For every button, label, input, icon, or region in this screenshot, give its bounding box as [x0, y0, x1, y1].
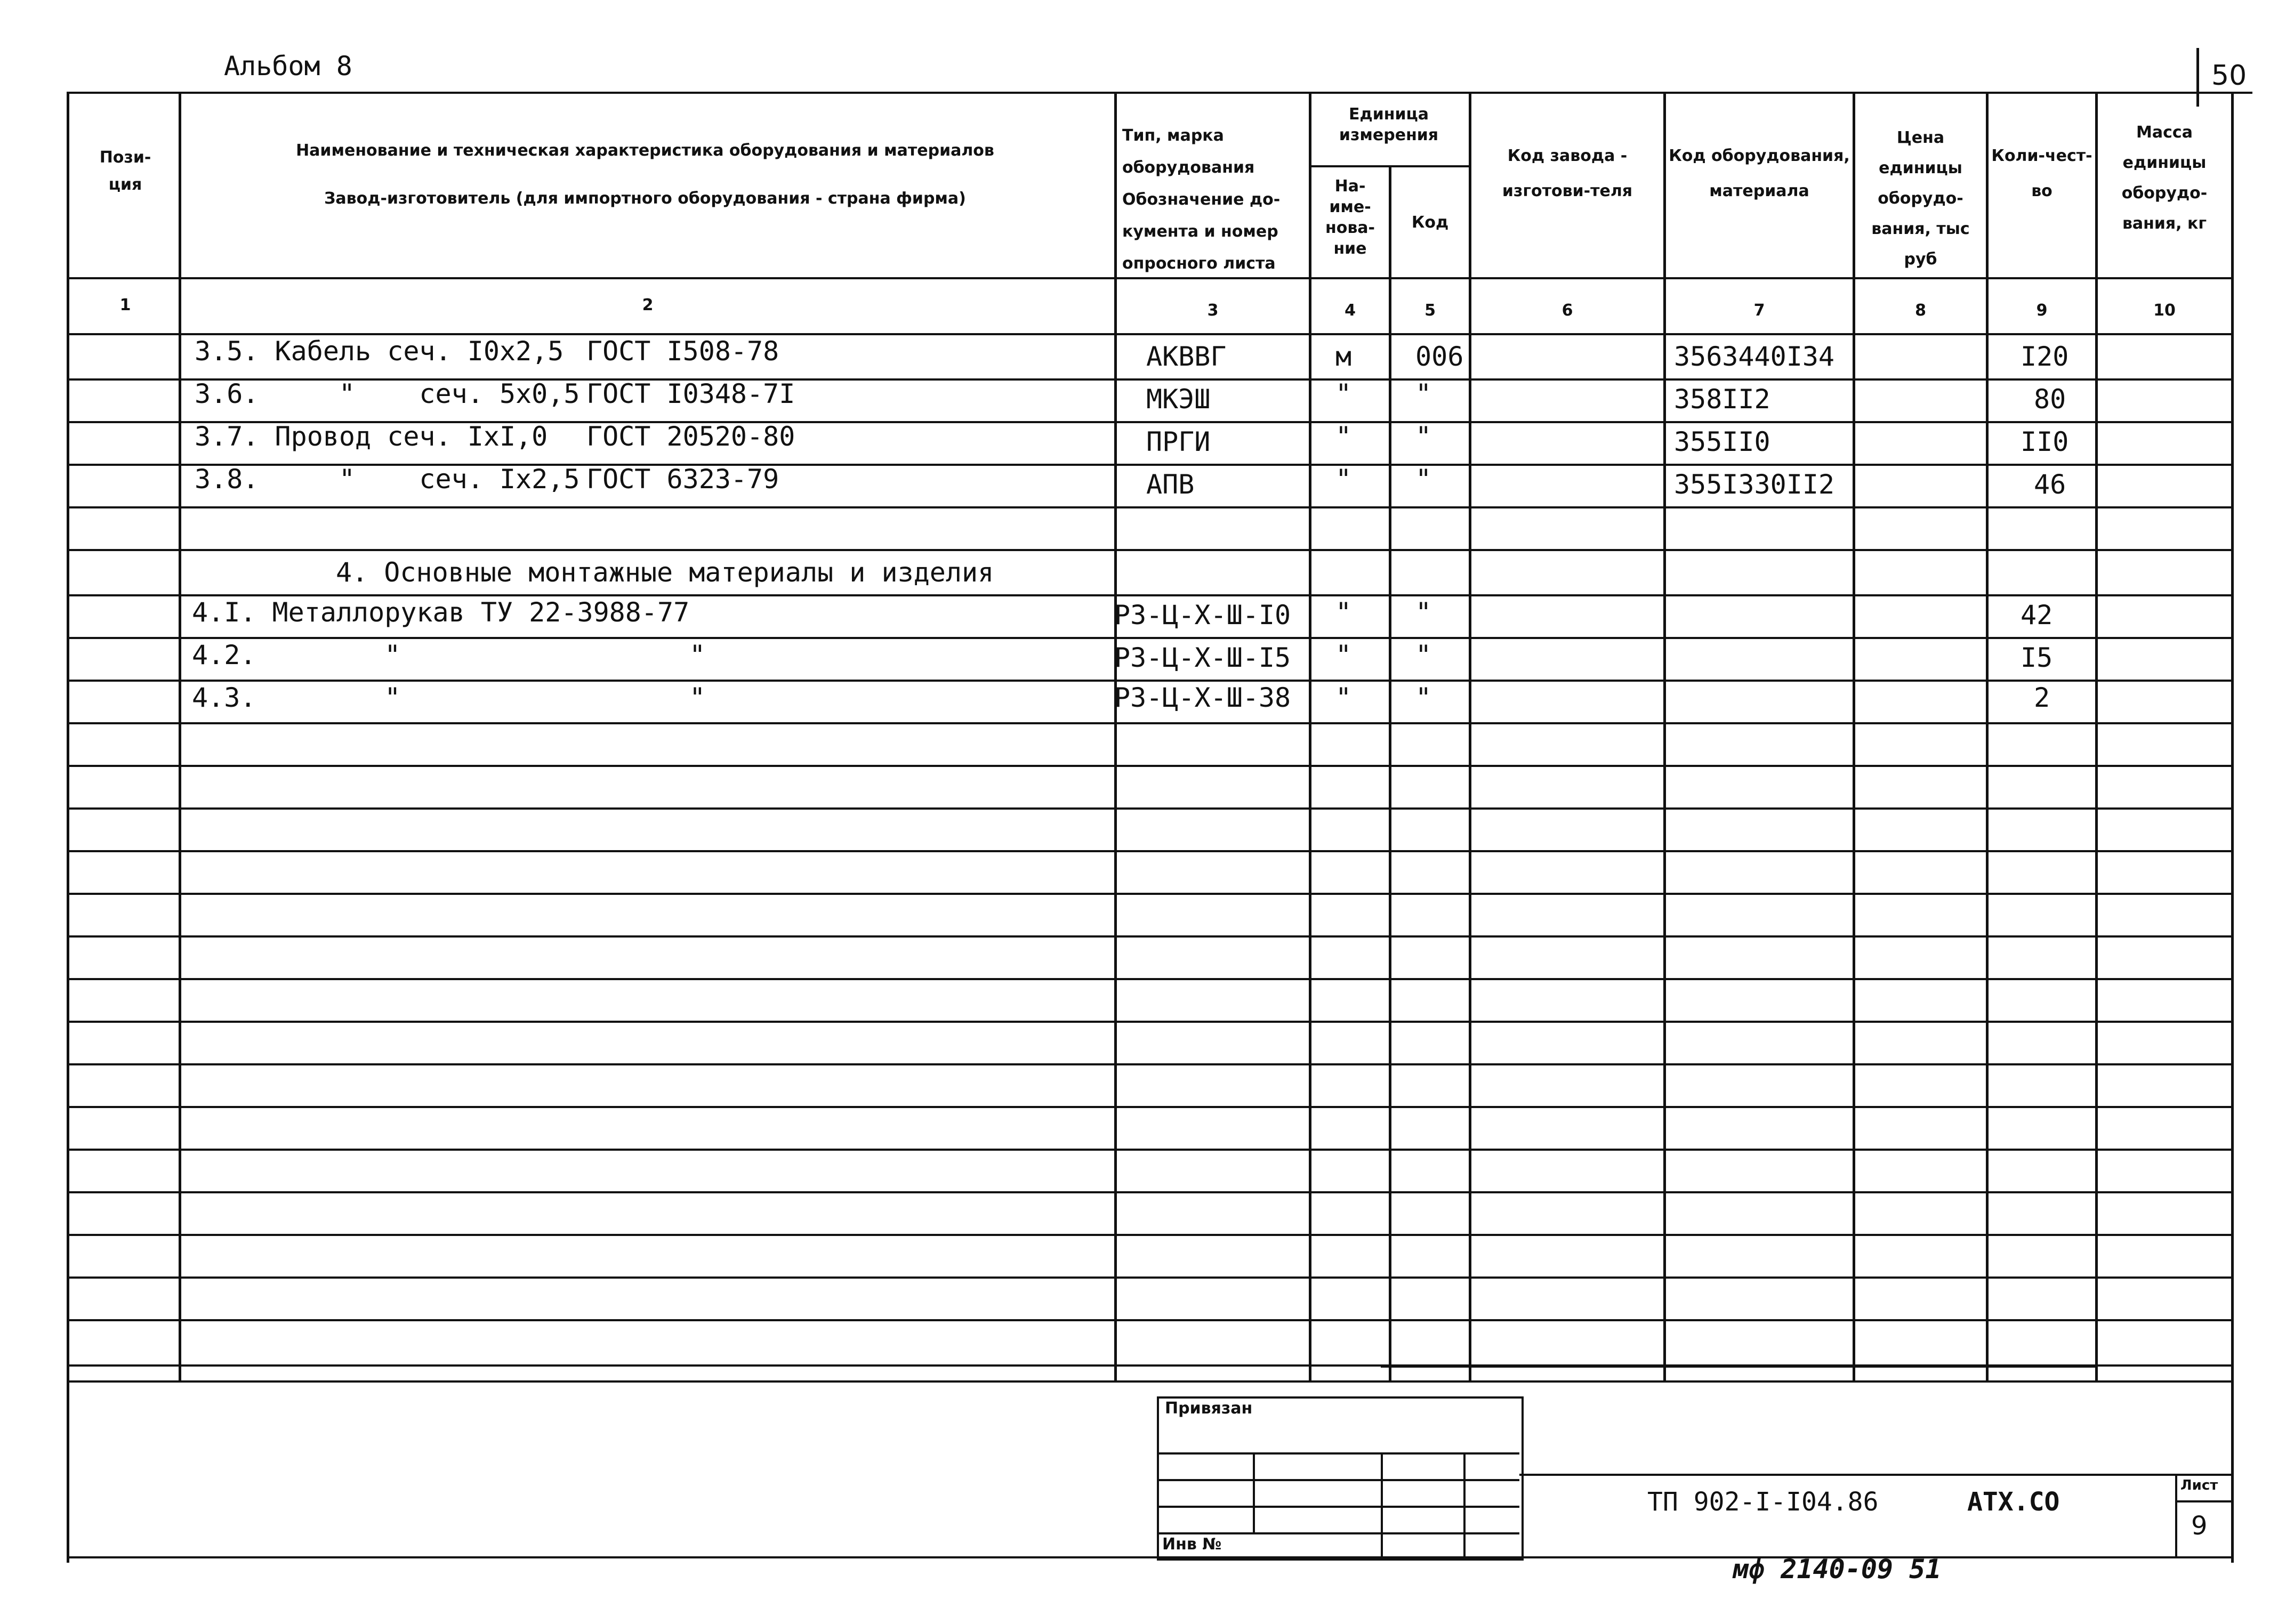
row-3-8-unit: ": [1335, 464, 1352, 495]
page-number: 50: [2211, 60, 2247, 92]
row-3-5-std: ГОСТ I508-78: [586, 336, 779, 367]
frame-left: [67, 92, 69, 1563]
row-3-8-qty: 46: [2034, 469, 2066, 500]
colnum-8: 8: [1915, 301, 1926, 320]
section-4-title: 4. Основные монтажные материалы и изделия: [336, 557, 994, 588]
row-3-6-qty: 80: [2034, 384, 2066, 415]
stamp-privyazan: Привязан: [1165, 1399, 1253, 1418]
row-3-5-name: 3.5. Кабель сеч. I0x2,5: [195, 336, 564, 367]
colnum-10: 10: [2153, 301, 2176, 320]
row-3-7-mat: 355II0: [1674, 426, 1770, 457]
row-3-5-qty: I20: [2021, 341, 2069, 372]
table-bottom: [67, 1380, 2231, 1383]
colnum-5: 5: [1424, 301, 1436, 320]
row-3-6-name: 3.6. " сеч. 5x0,5: [195, 378, 580, 409]
frame-top: [67, 92, 2252, 94]
row-4-1-type: РЗ-Ц-Х-Ш-I0: [1114, 600, 1291, 631]
colnum-2: 2: [642, 296, 654, 314]
header-name-line2: Завод-изготовитель (для импортного оборудования - страна фирма): [324, 189, 966, 208]
row-4-3-unit: ": [1335, 682, 1352, 713]
header-plant-code: Код завода - изготови-теля: [1502, 147, 1633, 200]
row-3-8-code: ": [1415, 464, 1432, 495]
row-4-1-name: 4.I. Металлорукав ТУ 22-3988-77: [192, 597, 690, 628]
header-price: Цена единицы оборудо-вания, тыс руб: [1871, 128, 1970, 269]
header-unit: Единица измерения: [1339, 105, 1439, 144]
row-3-6-type: МКЭШ: [1146, 384, 1211, 415]
row-3-8-std: ГОСТ 6323-79: [586, 464, 779, 495]
row-3-7-type: ПРГИ: [1146, 426, 1211, 457]
row-3-8-type: АПВ: [1146, 469, 1195, 500]
row-3-5-mat: 3563440I34: [1674, 341, 1835, 372]
row-3-7-qty: II0: [2021, 426, 2069, 457]
row-3-5-type: АКВВГ: [1146, 341, 1227, 372]
row-4-3-name: 4.3. " ": [192, 682, 706, 713]
stamp-list-label: Лист: [2180, 1477, 2218, 1493]
row-4-2-unit: ": [1335, 640, 1352, 670]
row-3-7-code: ": [1415, 421, 1432, 452]
row-3-5-code: 006: [1415, 341, 1464, 372]
row-4-2-qty: I5: [2021, 642, 2053, 673]
header-unit-name: На-име-нова-ние: [1325, 177, 1375, 258]
row-4-3-type: РЗ-Ц-Х-Ш-38: [1114, 682, 1291, 713]
header-type: Тип, марка оборудования Обозначение до-кумента и номер опросного листа: [1122, 126, 1281, 273]
row-3-6-mat: 358II2: [1674, 384, 1770, 415]
row-4-1-code: ": [1415, 597, 1432, 628]
footer-note: мф 2140-09 51: [1733, 1554, 1942, 1585]
album-label: Альбом 8: [224, 51, 352, 82]
header-material-code: Код оборудования, материала: [1669, 147, 1850, 200]
stamp-inv: Инв №: [1162, 1535, 1222, 1554]
row-3-7-unit: ": [1335, 421, 1352, 452]
header-position: Пози- ция: [99, 148, 151, 194]
header-name-line1: Наименование и техническая характеристика оборудования и материалов: [296, 141, 994, 160]
frame-right: [2231, 92, 2234, 1563]
row-3-8-name: 3.8. " сеч. Ix2,5: [195, 464, 580, 495]
row-3-6-unit: ": [1335, 378, 1352, 409]
row-3-6-std: ГОСТ I0348-7I: [586, 378, 795, 409]
colnum-7: 7: [1753, 301, 1765, 320]
stamp-code: АТХ.СО: [1967, 1487, 2060, 1517]
row-4-3-code: ": [1415, 682, 1432, 713]
colnum-3: 3: [1207, 301, 1219, 320]
row-4-2-name: 4.2. " ": [192, 640, 706, 670]
colnum-9: 9: [2036, 301, 2048, 320]
header-unit-code: Код: [1411, 213, 1449, 232]
row-4-2-code: ": [1415, 640, 1432, 670]
row-4-3-qty: 2: [2034, 682, 2050, 713]
header-mass: Масса единицы оборудо-вания, кг: [2121, 123, 2208, 233]
row-4-1-qty: 42: [2021, 600, 2053, 631]
stamp-list-no: 9: [2191, 1511, 2208, 1541]
table-bottom-bold: [1381, 1364, 2095, 1368]
colnum-1: 1: [119, 296, 131, 314]
row-3-5-unit: м: [1335, 341, 1352, 372]
row-4-1-unit: ": [1335, 597, 1352, 628]
row-3-7-name: 3.7. Провод сеч. IxI,0: [195, 421, 548, 452]
row-3-7-std: ГОСТ 20520-80: [586, 421, 795, 452]
row-4-2-type: РЗ-Ц-Х-Ш-I5: [1114, 642, 1291, 673]
colnum-6: 6: [1561, 301, 1573, 320]
stamp-main-top: [1519, 1474, 2231, 1476]
row-3-8-mat: 355I330II2: [1674, 469, 1835, 500]
colnum-4: 4: [1345, 301, 1356, 320]
stamp-doc: ТП 902-I-I04.86: [1647, 1487, 1879, 1517]
header-quantity: Коли-чест-во: [1991, 147, 2092, 200]
row-3-6-code: ": [1415, 378, 1432, 409]
